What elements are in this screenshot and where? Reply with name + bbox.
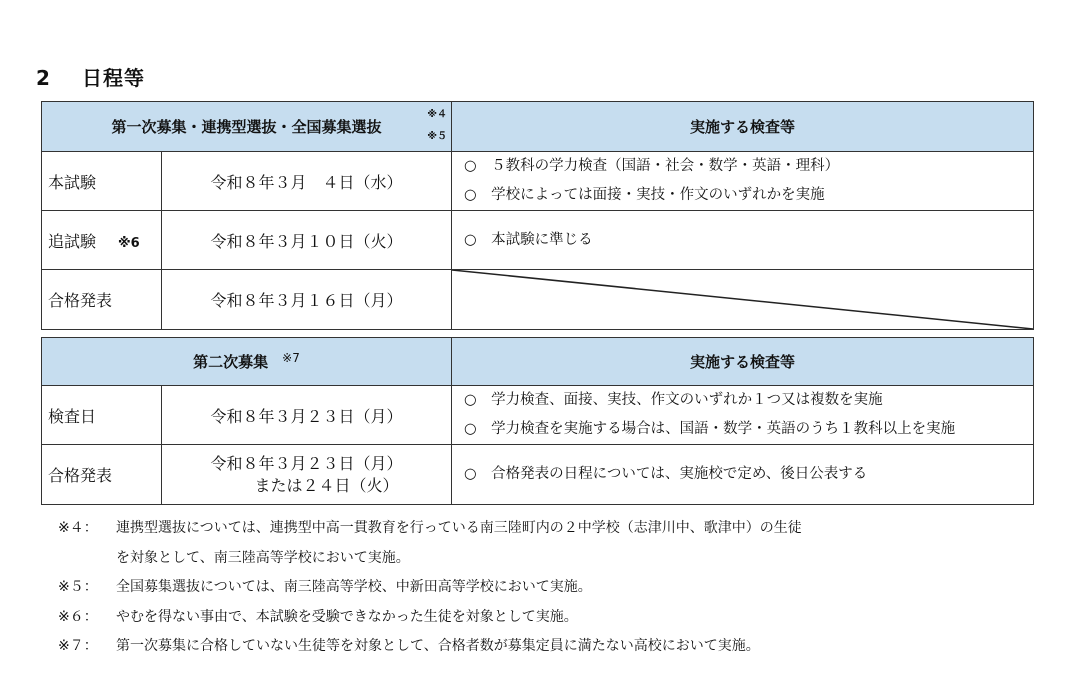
date-line-2: または２４日（火） <box>254 475 399 495</box>
list-item: ○ 学力検査を実施する場合は、国語・数学・英語のうち１教科以上を実施 <box>464 421 956 437</box>
row-date: 令和８年３月２３日（月） <box>162 386 452 445</box>
footnote-text: やむを得ない事由で、本試験を受験できなかった生徒を対象として実施。 <box>116 608 578 625</box>
list-item: ○ 本試験に準じる <box>464 231 593 248</box>
note-ref-6: ※6 <box>118 235 140 251</box>
exam-content-header: 実施する検査等 <box>452 102 1034 152</box>
table-header-row <box>42 102 1034 152</box>
footnote-mark: ※６： <box>58 608 98 625</box>
row-label <box>42 211 162 270</box>
first-round-table <box>41 101 1034 330</box>
table-row <box>42 270 1034 330</box>
table-row <box>42 152 1034 211</box>
table-row <box>42 386 1034 445</box>
footnote-4 <box>58 514 802 544</box>
header-notes <box>427 104 447 148</box>
note-ref-7: ※7 <box>282 351 300 365</box>
row-date: 令和８年３月１０日（火） <box>162 211 452 270</box>
first-round-header <box>42 102 452 152</box>
second-round-header <box>42 338 452 386</box>
note-ref-4: ※４ <box>427 109 447 120</box>
exam-content-header: 実施する検査等 <box>452 338 1034 386</box>
row-items <box>452 386 1034 445</box>
row-label-text: 追試験 <box>48 231 97 251</box>
empty-diagonal-cell <box>452 270 1034 330</box>
second-round-table <box>41 337 1034 505</box>
list-item: ○ 学校によっては面接・実技・作文のいずれかを実施 <box>464 187 825 203</box>
footnote-4-cont: を対象として、南三陸高等学校において実施。 <box>116 549 410 566</box>
row-label: 合格発表 <box>42 445 162 505</box>
footnote-7 <box>58 632 802 662</box>
footnote-text: 連携型選抜については、連携型中高一貫教育を行っている南三陸町内の２中学校（志津川中、歌津中）の生徒 <box>116 520 802 536</box>
footnote-text: 全国募集選抜については、南三陸高等学校、中新田高等学校において実施。 <box>116 579 592 595</box>
row-label: 合格発表 <box>42 270 162 330</box>
row-date: 令和８年３月１６日（月） <box>162 270 452 330</box>
list-item: ○ 学力検査、面接、実技、作文のいずれか１つ又は複数を実施 <box>464 392 883 408</box>
row-items <box>452 211 1034 270</box>
list-item: ○ 合格発表の日程については、実施校で定め、後日公表する <box>464 466 868 482</box>
row-items <box>452 445 1034 505</box>
footnote-text: 第一次募集に合格していない生徒等を対象として、合格者数が募集定員に満たない高校において実施。 <box>116 638 760 654</box>
footnotes <box>58 514 802 662</box>
row-label: 本試験 <box>42 152 162 211</box>
footnote-5 <box>58 573 802 603</box>
second-round-header-label: 第二次募集 <box>193 353 269 371</box>
table-row <box>42 211 1034 270</box>
row-date <box>162 445 452 505</box>
list-item: ○ ５教科の学力検査（国語・社会・数学・英語・理科） <box>464 158 840 174</box>
section-number: 2 <box>36 66 51 90</box>
footnote-mark: ※５： <box>58 579 98 595</box>
date-line-1: 令和８年３月２３日（月） <box>210 453 403 473</box>
section-heading <box>36 62 145 91</box>
row-label: 検査日 <box>42 386 162 445</box>
footnote-6 <box>58 603 802 633</box>
footnote-mark: ※４： <box>58 520 98 536</box>
section-title: 日程等 <box>82 66 145 90</box>
table-header-row <box>42 338 1034 386</box>
row-date: 令和８年３月 ４日（水） <box>162 152 452 211</box>
note-ref-5: ※５ <box>427 131 447 142</box>
row-items <box>452 152 1034 211</box>
table-row <box>42 445 1034 505</box>
footnote-mark: ※７： <box>58 638 98 654</box>
diagonal-line <box>452 270 1033 329</box>
first-round-header-label: 第一次募集・連携型選抜・全国募集選抜 <box>111 118 382 136</box>
